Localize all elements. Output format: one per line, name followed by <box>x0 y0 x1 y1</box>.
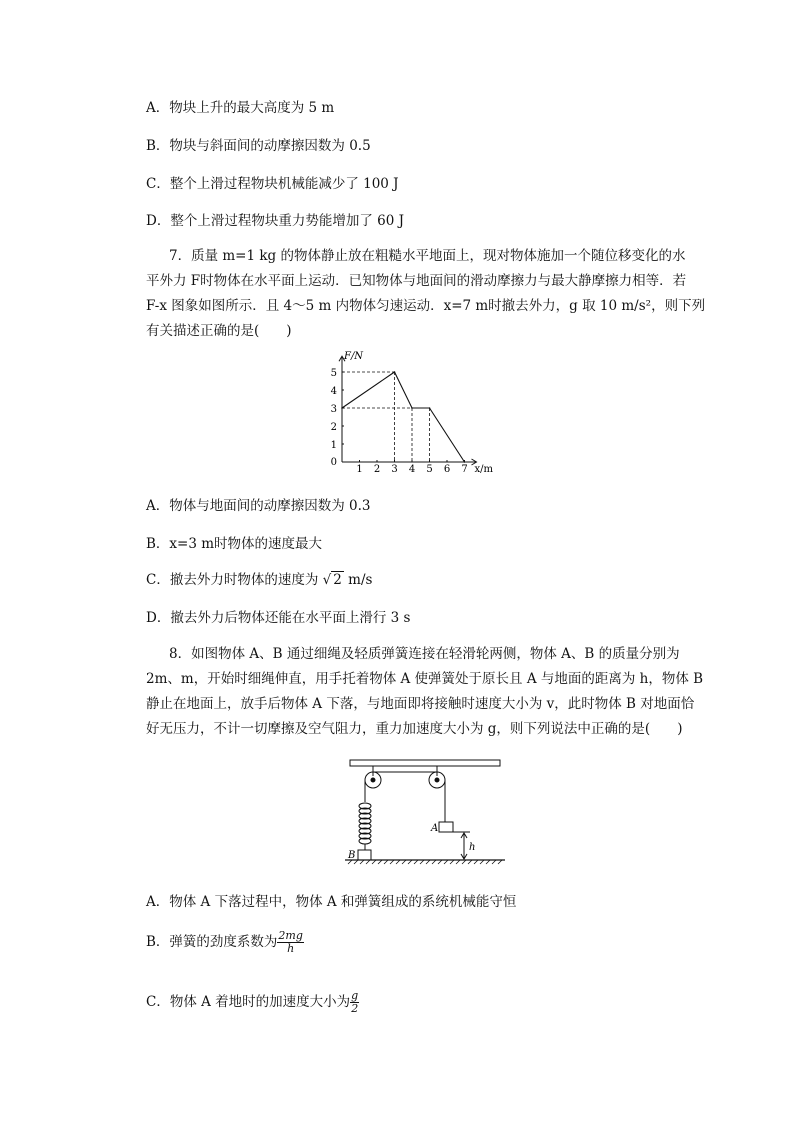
ceiling-beam <box>350 760 500 766</box>
q8-option-a: A．物体 A 下落过程中，物体 A 和弹簧组成的系统机械能守恒 <box>146 894 517 910</box>
chart-x-tick-label: 4 <box>408 464 416 475</box>
fraction-numerator: g <box>351 989 359 1002</box>
chart-y-tick-label: 4 <box>330 386 337 397</box>
q8-stem-line3: 静止在地面上，放手后物体 A 下落，与地面即将接触时速度大小为 v，此时物体 B 对地面恰 <box>146 696 695 712</box>
f-x-chart <box>310 350 510 480</box>
q7-option-b: B．x=3 m时物体的速度最大 <box>146 536 323 552</box>
chart-y-tick-label: 3 <box>330 404 337 415</box>
q7-stem-line3: F-x 图象如图所示．且 4～5 m 内物体匀速运动．x=7 m时撤去外力，g 取 10 m/s²，则下列 <box>146 298 706 314</box>
fraction-spring-constant <box>277 930 303 955</box>
chart-x-tick-label: 6 <box>443 464 451 475</box>
block-b <box>358 850 371 860</box>
q6-option-a: A．物块上升的最大高度为 5 m <box>146 100 335 116</box>
chart-y-axis-label: F/N <box>344 351 364 363</box>
chart-y-tick-label: 0 <box>330 457 337 468</box>
q8-stem-line2: 2m、m，开始时细绳伸直，用手托着物体 A 使弹簧处于原长且 A 与地面的距离为 h，物体 B <box>146 671 704 687</box>
chart-x-tick-label: 3 <box>391 464 398 475</box>
q6-option-b: B．物块与斜面间的动摩擦因数为 0.5 <box>146 138 371 154</box>
q7-stem-line1: 7．质量 m=1 kg 的物体静止放在粗糙水平地面上，现对物体施加一个随位移变化的水 <box>169 248 686 264</box>
q7-stem-line4: 有关描述正确的是( ) <box>146 323 292 339</box>
q6-option-c: C．整个上滑过程物块机械能减少了 100 J <box>146 176 399 192</box>
q8-option-c-prefix: C．物体 A 着地时的加速度大小为 <box>146 994 351 1010</box>
label-b: B <box>348 850 356 861</box>
label-a: A <box>431 823 439 834</box>
chart-point <box>394 371 396 373</box>
chart-x-tick-label: 2 <box>373 464 381 475</box>
pulley-spring-figure <box>340 754 510 874</box>
chart-x-tick-label: 5 <box>426 464 433 475</box>
fraction-denominator: 2 <box>351 1002 359 1015</box>
q7-option-c <box>146 571 372 589</box>
q7-option-a: A．物体与地面间的动摩擦因数为 0.3 <box>146 498 371 514</box>
q6-option-d: D．整个上滑过程物块重力势能增加了 60 J <box>146 213 404 229</box>
chart-y-tick-label: 1 <box>330 440 337 451</box>
block-a <box>439 822 453 832</box>
q7-option-c-prefix: C．撤去外力时物体的速度为 <box>146 572 319 588</box>
fraction-numerator: 2mg <box>278 929 303 942</box>
label-h: h <box>469 842 476 853</box>
q8-stem-line1: 8．如图物体 A、B 通过细绳及轻质弹簧连接在轻滑轮两侧，物体 A、B 的质量分别为 <box>169 646 680 662</box>
q7-option-d: D．撤去外力后物体还能在水平面上滑行 3 s <box>146 610 411 626</box>
q8-option-c <box>146 990 359 1015</box>
chart-x-tick-label: 1 <box>356 464 363 475</box>
sqrt-radicand: 2 <box>333 572 342 588</box>
chart-y-tick-label: 5 <box>330 368 337 379</box>
fraction-acceleration <box>350 990 359 1015</box>
q8-option-b <box>146 930 304 955</box>
chart-point <box>411 407 413 409</box>
q8-option-b-prefix: B．弹簧的劲度系数为 <box>146 934 278 950</box>
q8-stem-line4: 好无压力，不计一切摩擦及空气阻力，重力加速度大小为 g，则下列说法中正确的是( ) <box>146 721 683 737</box>
fraction-denominator: h <box>287 942 295 955</box>
sqrt-expression: √ 2 <box>322 572 342 588</box>
chart-y-tick-label: 2 <box>330 422 337 433</box>
chart-point <box>429 407 431 409</box>
q7-stem-line2: 平外力 F时物体在水平面上运动．已知物体与地面间的滑动摩擦力与最大静摩擦力相等．若 <box>146 273 687 289</box>
chart-series-line <box>342 372 465 462</box>
chart-x-tick-label: 7 <box>461 464 468 475</box>
chart-x-axis-label: x/m <box>474 464 493 475</box>
q7-option-c-unit: m/s <box>348 572 373 588</box>
